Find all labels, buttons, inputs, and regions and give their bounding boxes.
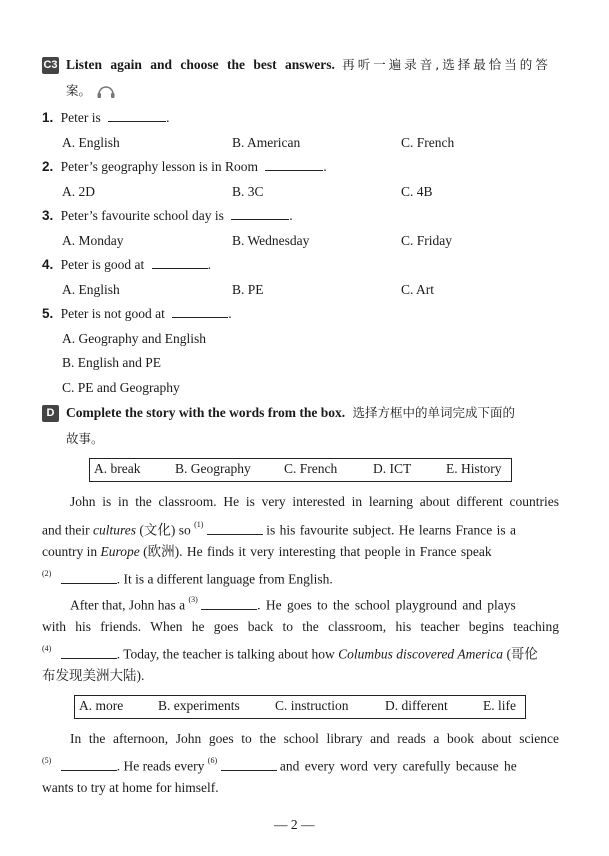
story-blank-4[interactable]: [61, 646, 117, 659]
question-end: .: [207, 257, 212, 272]
text: is his favourite subject. He learns France is a: [266, 522, 516, 538]
question-stem: Peter’s favourite school day is: [60, 208, 224, 223]
story-p1-line3: [42, 543, 559, 561]
section-c3-heading: [66, 56, 551, 74]
option-a: A. 2D: [62, 184, 95, 199]
blank-number: (1): [194, 520, 204, 529]
heading-en: Listen again and choose the best answers.: [66, 57, 335, 72]
text-italic: Europe: [100, 544, 140, 559]
option-c: C. Art: [401, 282, 435, 297]
section-badge-c3: C3: [42, 57, 59, 74]
word-option: B. experiments: [158, 698, 240, 713]
option-c: C. 4B: [401, 184, 433, 199]
blank-number: (5): [42, 756, 52, 765]
question-4: [42, 256, 211, 274]
story-p3-line3: wants to try at home for himself.: [42, 780, 219, 795]
option-b: B. English and PE: [62, 355, 162, 370]
answer-blank[interactable]: [172, 305, 228, 318]
blank-number: (2): [42, 569, 52, 578]
option-b: B. 3C: [232, 184, 264, 199]
word-box-1: [89, 458, 512, 482]
question-stem: Peter’s geography lesson is in Room: [60, 159, 258, 174]
story-p3-line1: In the afternoon, John goes to the school library and reads a book about science: [70, 731, 559, 746]
text-italic: Columbus discovered America: [338, 646, 504, 662]
question-number: 3.: [42, 208, 54, 223]
option-a: A. English: [62, 135, 120, 150]
answer-blank[interactable]: [265, 158, 323, 171]
option-b: B. American: [232, 135, 301, 150]
question-number: 4.: [42, 257, 54, 272]
page-number: — 2 —: [274, 817, 315, 832]
text-italic: cultures: [92, 522, 136, 538]
text: . Today, the teacher is talking about how: [116, 646, 335, 662]
word-option: D. different: [385, 698, 448, 713]
story-p2-line2: with his friends. When he goes back to the classroom, his teacher begins teaching: [42, 619, 559, 634]
heading-cn: 再听一遍录音,选择最恰当的答: [342, 57, 551, 72]
question-number: 2.: [42, 159, 54, 174]
question-3: [42, 207, 293, 225]
question-end: .: [323, 159, 327, 174]
heading-cn-cont: 故事。: [66, 431, 104, 446]
blank-number: (6): [207, 756, 218, 765]
question-number: 5.: [42, 306, 54, 321]
text: country in: [42, 544, 98, 559]
blank-number: (3): [188, 595, 198, 604]
text: (文化) so: [139, 522, 191, 538]
section-c3-heading-cont: [66, 82, 116, 100]
word-option: E. History: [446, 461, 502, 476]
word-option: C. French: [284, 461, 338, 476]
section-d-heading-cont: [66, 430, 104, 448]
story-p2-line3: [42, 642, 559, 664]
word-option: E. life: [483, 698, 516, 713]
text: . He reads every: [116, 758, 205, 774]
heading-cn-cont: 案。: [66, 83, 92, 98]
word-option: D. ICT: [373, 461, 412, 476]
answer-blank[interactable]: [108, 109, 166, 122]
answer-blank[interactable]: [152, 256, 208, 269]
story-p1-line2: [42, 518, 559, 540]
story-p1-line1: John is in the classroom. He is very interested in learning about different countries: [70, 494, 559, 509]
option-c: C. PE and Geography: [62, 380, 180, 395]
blank-number: (4): [42, 644, 52, 653]
answer-blank[interactable]: [231, 207, 289, 220]
option-b: B. PE: [232, 282, 264, 297]
question-stem: Peter is good at: [60, 257, 145, 272]
text: . It is a different language from English.: [116, 571, 333, 587]
word-option: A. more: [79, 698, 124, 713]
word-option: C. instruction: [275, 698, 349, 713]
option-a: A. Geography and English: [62, 331, 206, 346]
question-1: [42, 109, 170, 127]
option-c: C. Friday: [401, 233, 453, 248]
question-2: [42, 158, 327, 176]
story-blank-2[interactable]: [61, 571, 117, 584]
option-a: A. Monday: [62, 233, 124, 248]
story-p1-line4: [42, 567, 333, 589]
section-d-heading: [66, 404, 515, 422]
question-end: .: [228, 306, 232, 321]
section-badge-d: D: [42, 405, 59, 422]
text: (哥伦: [506, 646, 538, 662]
text: (欧洲). He finds it very interesting that people in France speak: [143, 544, 492, 559]
text: . He goes to the school playground and plays: [257, 597, 516, 613]
option-a: A. English: [62, 282, 120, 297]
question-stem: Peter is not good at: [60, 306, 165, 321]
text: and their: [42, 522, 90, 538]
question-number: 1.: [42, 110, 54, 125]
text: After that, John has a: [70, 597, 186, 613]
story-p2-line4: 布发现美洲大陆).: [42, 668, 145, 683]
story-blank-6[interactable]: [221, 758, 277, 771]
story-p3-line2: [42, 754, 559, 776]
story-blank-1[interactable]: [207, 522, 263, 535]
question-5: [42, 305, 232, 323]
story-p2-line1: [70, 593, 559, 615]
question-end: .: [166, 110, 170, 125]
word-option: B. Geography: [175, 461, 251, 476]
question-end: .: [289, 208, 293, 223]
option-c: C. French: [401, 135, 455, 150]
listening-icon: [96, 84, 116, 100]
text: and every word very carefully because he: [279, 758, 517, 774]
word-box-2: [74, 695, 526, 719]
heading-cn: 选择方框中的单词完成下面的: [352, 405, 515, 420]
story-blank-3[interactable]: [201, 597, 257, 610]
option-b: B. Wednesday: [232, 233, 310, 248]
heading-en: Complete the story with the words from the box.: [66, 405, 346, 420]
question-stem: Peter is: [60, 110, 101, 125]
word-option: A. break: [94, 461, 141, 476]
story-blank-5[interactable]: [61, 758, 117, 771]
